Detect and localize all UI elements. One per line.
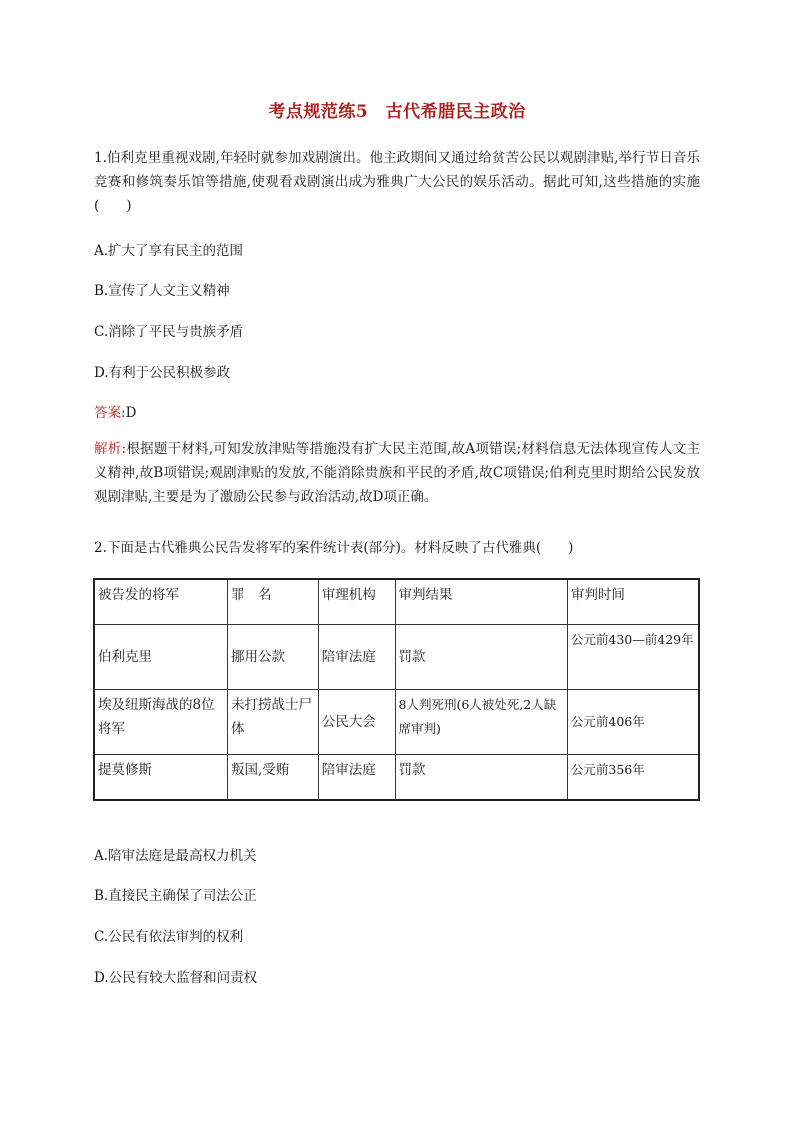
page-title: 考点规范练5 古代希腊民主政治 [268, 102, 526, 122]
table-cell: 公元前406年 [567, 690, 699, 755]
case-statistics-table [93, 578, 700, 801]
table-cell: 陪审法庭 [318, 755, 395, 801]
question-1-analysis [94, 437, 700, 509]
question-1-option-b: B.宣传了人文主义精神 [94, 283, 230, 299]
table-cell: 罚款 [395, 755, 567, 801]
question-2-stem: 2.下面是古代雅典公民告发将军的案件统计表(部分)。材料反映了古代雅典( ) [94, 540, 574, 556]
question-2-option-a: A.陪审法庭是最高权力机关 [94, 848, 257, 864]
table-header-cell: 被告发的将军 [94, 579, 228, 625]
question-2-option-c: C.公民有依法审判的权利 [94, 929, 244, 945]
table-header-cell: 罪 名 [228, 579, 319, 625]
table-cell: 未打捞战士尸体 [228, 690, 319, 755]
table-header-cell: 审理机构 [318, 579, 395, 625]
question-2-option-d: D.公民有较大监督和问责权 [94, 970, 258, 986]
table-cell: 公民大会 [318, 690, 395, 755]
analysis-label: 解析: [94, 441, 127, 457]
table-cell: 伯利克里 [94, 625, 228, 690]
table-cell: 提莫修斯 [94, 755, 228, 801]
table-cell: 陪审法庭 [318, 625, 395, 690]
table-cell: 8人判死刑(6人被处死,2人缺席审判) [395, 690, 567, 755]
table-row [94, 690, 699, 755]
question-1-answer [94, 403, 136, 423]
table-cell: 埃及纽斯海战的8位将军 [94, 690, 228, 755]
table-cell: 罚款 [395, 625, 567, 690]
question-1-stem: 1.伯利克里重视戏剧,年轻时就参加戏剧演出。他主政期间又通过给贫苦公民以观剧津贴,举行节日音乐竞赛和修筑奏乐馆等措施,使观看戏剧演出成为雅典广大公民的娱乐活动。据此可知,这些措施的实施( ) [94, 150, 700, 214]
table-cell: 挪用公款 [228, 625, 319, 690]
table-header-row [94, 579, 699, 625]
question-2-option-b: B.直接民主确保了司法公正 [94, 888, 257, 904]
table-row [94, 625, 699, 690]
table-cell: 公元前430—前429年 [567, 625, 699, 690]
table-cell: 公元前356年 [567, 755, 699, 801]
table-row [94, 755, 699, 801]
question-1-option-c: C.消除了平民与贵族矛盾 [94, 324, 244, 340]
table-header-cell: 审判时间 [567, 579, 699, 625]
question-1-option-d: D.有利于公民积极参政 [94, 365, 231, 381]
answer-label: 答案: [94, 405, 126, 421]
analysis-text: 根据题干材料,可知发放津贴等措施没有扩大民主范围,故A项错误;材料信息无法体现宣传人文主义精神,故B项错误;观剧津贴的发放,不能消除贵族和平民的矛盾,故C项错误;伯利克里时期给公民发放观剧津贴,主要是为了激励公民参与政治活动,故D项正确。 [94, 441, 700, 505]
answer-value: D [125, 405, 137, 421]
table-cell: 叛国,受贿 [228, 755, 319, 801]
table-header-cell: 审判结果 [395, 579, 567, 625]
question-1-option-a: A.扩大了享有民主的范围 [94, 243, 244, 259]
